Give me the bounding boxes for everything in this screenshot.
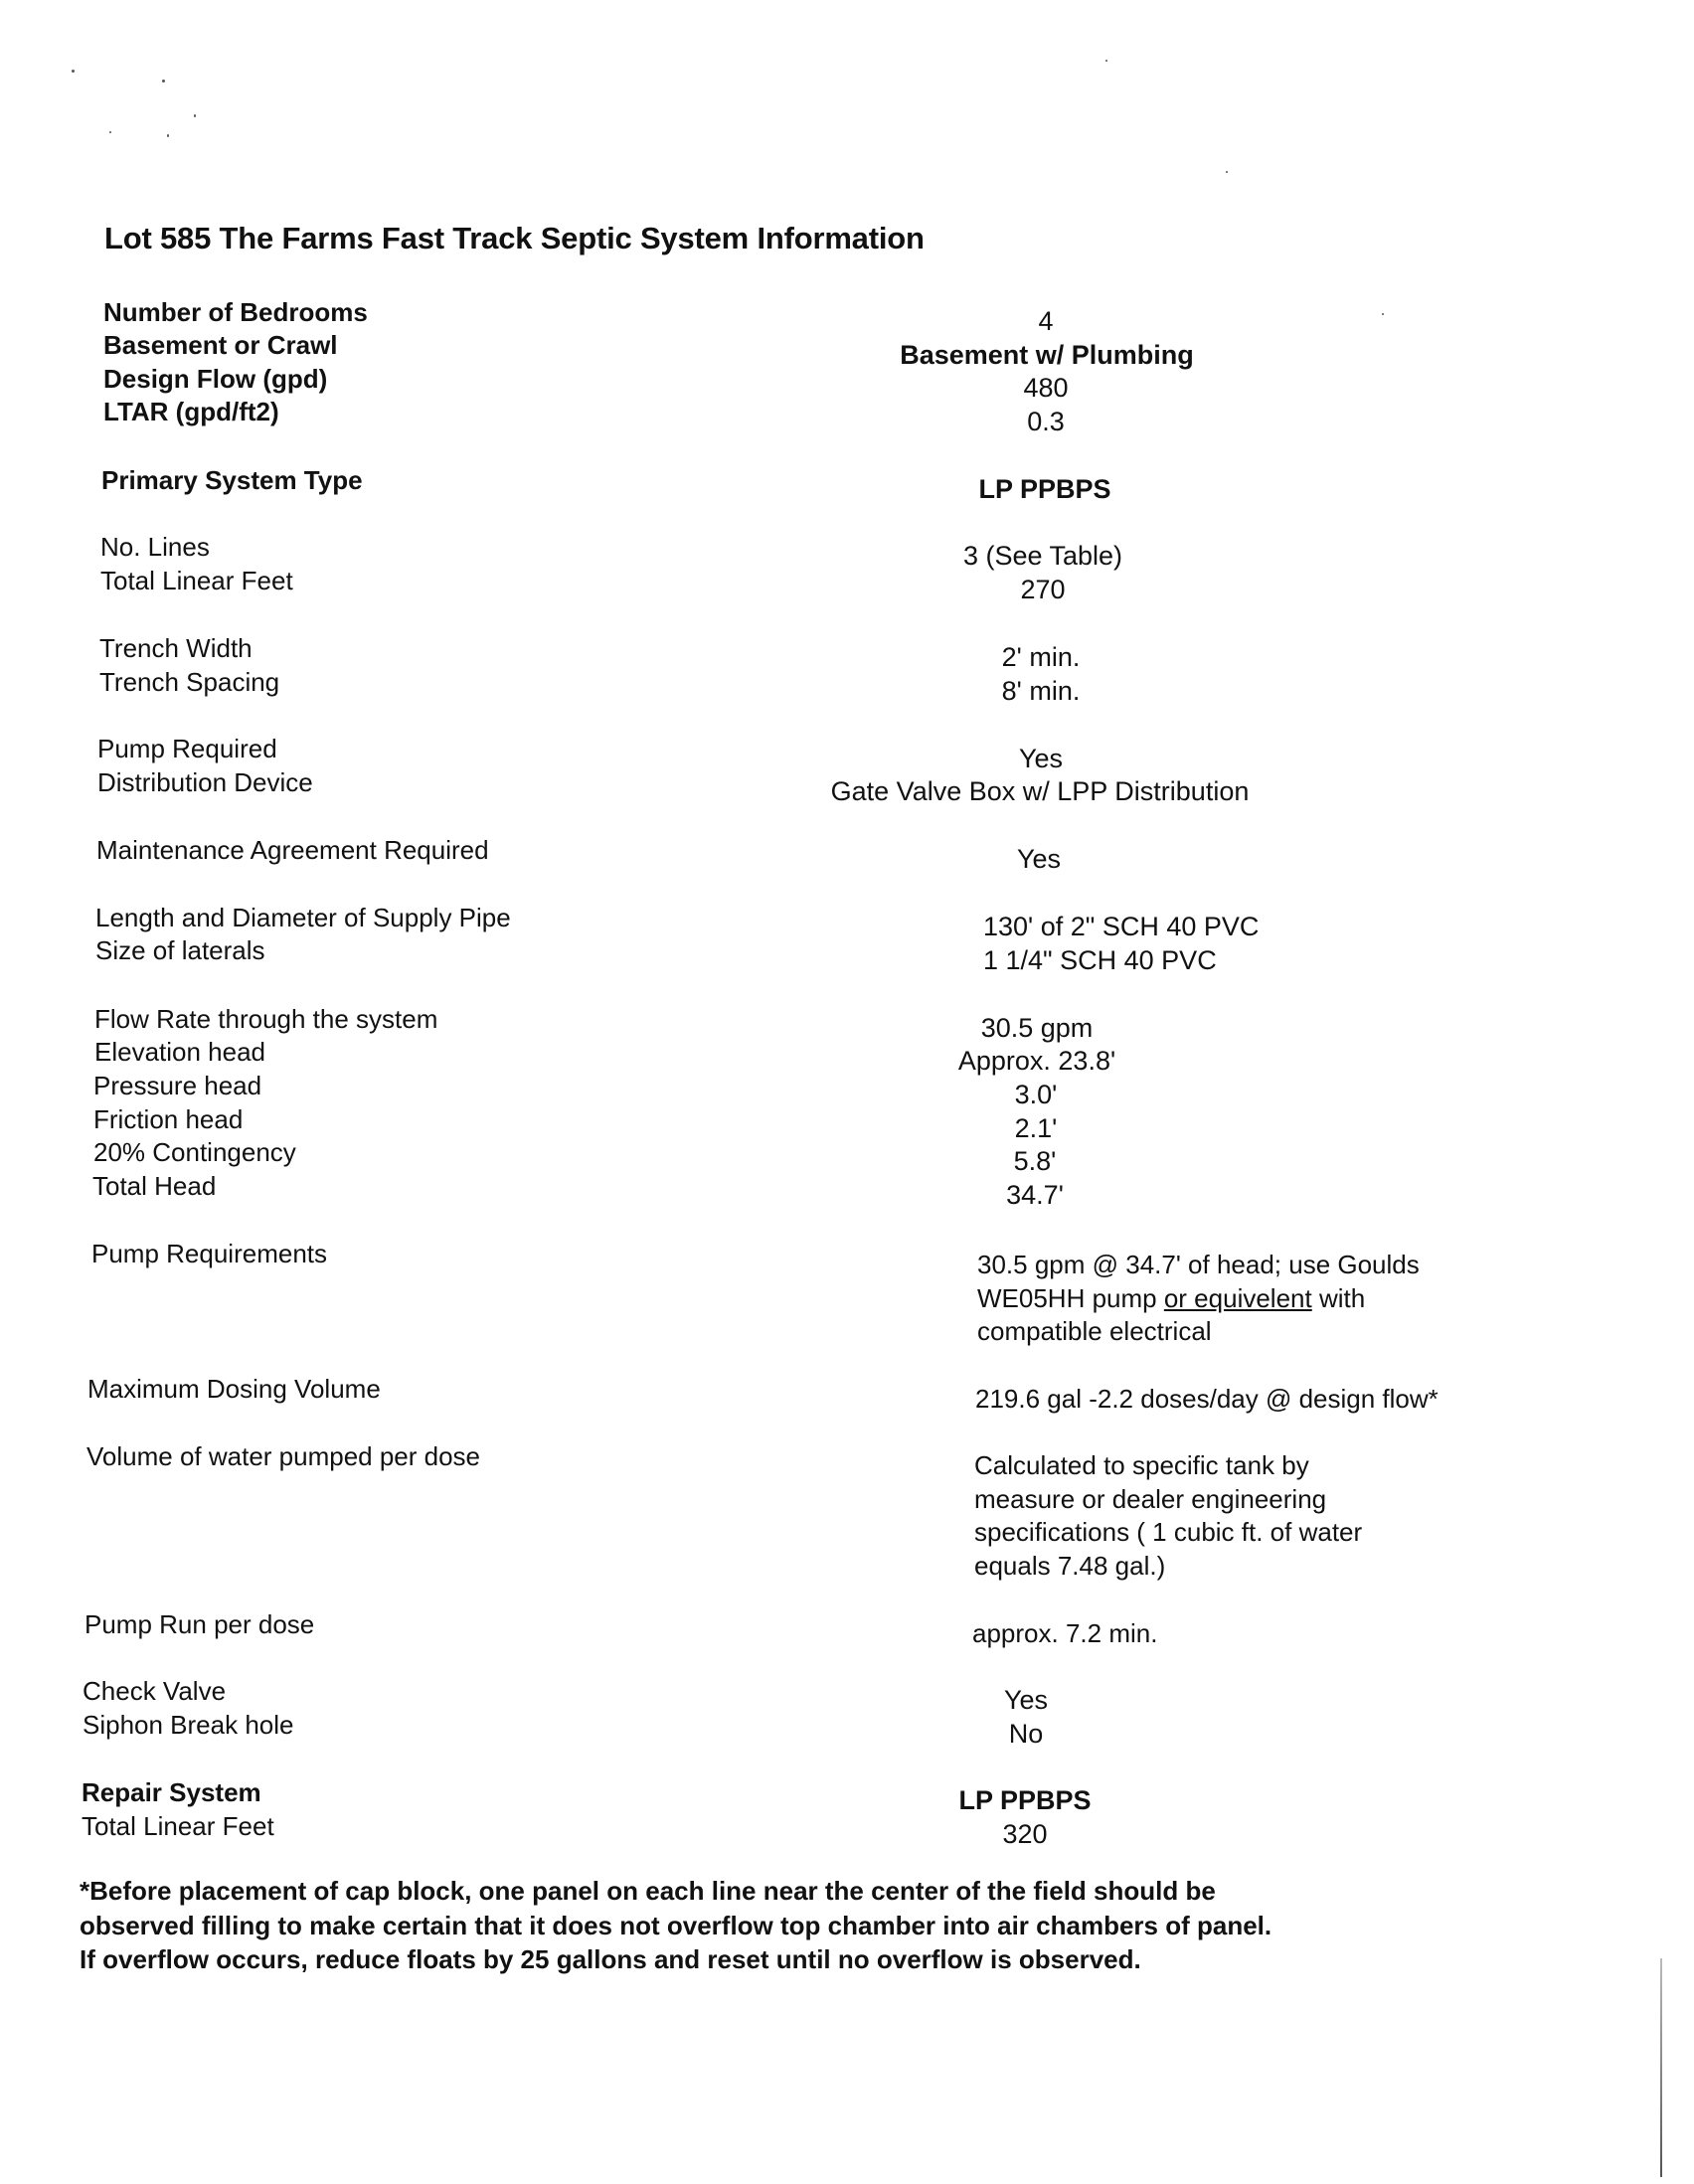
label-elevation-head: Elevation head xyxy=(94,1037,266,1067)
label-siphon-break: Siphon Break hole xyxy=(83,1710,294,1740)
volume-line-1: Calculated to specific tank by xyxy=(974,1450,1309,1480)
pump-req-line-2 xyxy=(977,1282,1420,1316)
label-distribution-device: Distribution Device xyxy=(97,767,313,797)
label-pressure-head: Pressure head xyxy=(93,1071,262,1100)
value-repair-system: LP PPBPS xyxy=(958,1785,1092,1815)
value-friction-head: 2.1' xyxy=(1014,1113,1058,1143)
value-max-dosing: 219.6 gal -2.2 doses/day @ design flow* xyxy=(975,1384,1439,1414)
label-design-flow: Design Flow (gpd) xyxy=(103,364,328,394)
value-pump-run: approx. 7.2 min. xyxy=(972,1618,1158,1648)
pump-req-line-2-post: with xyxy=(1311,1282,1366,1313)
value-bedrooms: 4 xyxy=(1038,306,1054,336)
value-trench-spacing: 8' min. xyxy=(1001,676,1081,706)
label-friction-head: Friction head xyxy=(93,1104,244,1134)
scan-speck xyxy=(1105,60,1107,62)
pump-req-line-1: 30.5 gpm @ 34.7' of head; use Goulds xyxy=(977,1250,1420,1279)
value-pump-required: Yes xyxy=(1018,744,1064,773)
scan-edge-line xyxy=(1660,1958,1662,2177)
value-volume-per-dose xyxy=(974,1449,1362,1583)
scan-speck xyxy=(167,134,169,137)
value-distribution-device: Gate Valve Box w/ LPP Distribution xyxy=(830,776,1250,806)
label-repair-system: Repair System xyxy=(82,1777,261,1807)
value-total-head: 34.7' xyxy=(1006,1180,1064,1210)
value-total-linear-feet: 270 xyxy=(1020,575,1066,604)
value-siphon-break: No xyxy=(1008,1719,1044,1749)
label-check-valve: Check Valve xyxy=(83,1676,227,1706)
value-pump-requirements xyxy=(977,1249,1420,1349)
pump-req-line-2-pre: WE05HH pump xyxy=(977,1282,1164,1313)
value-repair-linear-feet: 320 xyxy=(1002,1819,1048,1849)
scan-speck xyxy=(109,131,111,133)
value-trench-width: 2' min. xyxy=(1001,642,1081,672)
pump-req-line-3: compatible electrical xyxy=(977,1316,1212,1346)
value-basement: Basement w/ Plumbing xyxy=(900,340,1194,370)
label-supply-pipe: Length and Diameter of Supply Pipe xyxy=(95,903,511,932)
label-repair-linear-feet: Total Linear Feet xyxy=(82,1811,274,1841)
value-pressure-head: 3.0' xyxy=(1014,1080,1058,1109)
footnote-line-2: observed filling to make certain that it does not overflow top chamber into air chambers of panel. xyxy=(80,1910,1272,1940)
pump-req-or-equivelent: or equivelent xyxy=(1163,1282,1312,1313)
label-volume-per-dose: Volume of water pumped per dose xyxy=(86,1441,481,1471)
value-ltar: 0.3 xyxy=(1027,407,1065,436)
label-total-head: Total Head xyxy=(92,1171,217,1201)
label-contingency: 20% Contingency xyxy=(93,1137,296,1167)
label-pump-required: Pump Required xyxy=(97,734,277,763)
footnote-line-1: *Before placement of cap block, one panel on each line near the center of the field should be xyxy=(80,1876,1216,1906)
value-flow-rate: 30.5 gpm xyxy=(980,1013,1094,1043)
scan-speck xyxy=(162,80,165,83)
volume-line-2: measure or dealer engineering xyxy=(974,1483,1327,1514)
value-primary-system: LP PPBPS xyxy=(978,474,1111,504)
page-title: Lot 585 The Farms Fast Track Septic System Information xyxy=(104,221,925,255)
value-laterals: 1 1/4" SCH 40 PVC xyxy=(983,945,1217,975)
label-trench-spacing: Trench Spacing xyxy=(99,667,280,697)
label-maintenance: Maintenance Agreement Required xyxy=(96,835,489,865)
value-maintenance: Yes xyxy=(1016,844,1062,874)
label-primary-system: Primary System Type xyxy=(101,465,363,495)
label-pump-requirements: Pump Requirements xyxy=(91,1239,327,1268)
scan-speck xyxy=(194,114,196,117)
label-no-lines: No. Lines xyxy=(100,532,210,562)
label-flow-rate: Flow Rate through the system xyxy=(94,1004,438,1034)
label-basement: Basement or Crawl xyxy=(103,330,338,360)
label-laterals: Size of laterals xyxy=(95,935,265,965)
value-design-flow: 480 xyxy=(1023,373,1069,403)
label-ltar: LTAR (gpd/ft2) xyxy=(103,397,279,426)
label-pump-run: Pump Run per dose xyxy=(85,1609,315,1639)
value-supply-pipe: 130' of 2" SCH 40 PVC xyxy=(983,912,1260,941)
scan-speck xyxy=(1226,171,1228,173)
scan-speck xyxy=(72,70,75,73)
value-no-lines: 3 (See Table) xyxy=(962,541,1123,571)
value-elevation-head: Approx. 23.8' xyxy=(957,1046,1116,1076)
scan-speck xyxy=(1382,313,1384,315)
footnote-line-3: If overflow occurs, reduce floats by 25 gallons and reset until no overflow is observed. xyxy=(80,1944,1141,1974)
volume-line-3: specifications ( 1 cubic ft. of water xyxy=(974,1517,1363,1547)
value-check-valve: Yes xyxy=(1003,1685,1049,1715)
volume-line-4: equals 7.48 gal.) xyxy=(974,1550,1166,1581)
label-trench-width: Trench Width xyxy=(99,633,253,663)
value-contingency: 5.8' xyxy=(1013,1146,1057,1176)
footnote xyxy=(80,1874,1271,1977)
label-max-dosing: Maximum Dosing Volume xyxy=(87,1374,381,1404)
label-total-linear-feet: Total Linear Feet xyxy=(100,566,293,595)
label-bedrooms: Number of Bedrooms xyxy=(103,297,368,327)
